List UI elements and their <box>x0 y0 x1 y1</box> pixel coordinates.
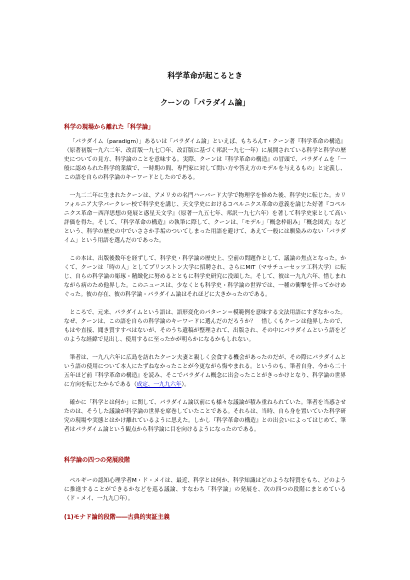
body-paragraph: この本は、出版後数年を経ずして、科学史・科学論の歴史上、空前の問題作として、議論の焦点となった。かくて、クーンは「時の人」としてプリンストン大学に招聘され、さらにMIT（マサチューセッツ工科大学）に転じ、自らの科学論の彫琢・精緻化に努めるとともに科学史研究に没頭した。そして、彼は一九九六年、惜しまれながら病のため他界した。このニュースは、少なくとも科学史・科学論の世界では、一種の衝撃を伴ってかけめぐった。彼の存在、彼の科学論・パラダイム論はそれほどに大きかったのである。 <box>64 256 346 298</box>
paragraph-text: 筆者は、一九八六年に広島を訪れたクーン夫妻と親しく会食する機会があったのだが、その際にパラダイムという語の使用について本人にたずねなかったことが今更ながら悔やまれる。というのも、筆者自身、今から二十五年ほど前『科学革命の構造』を読み、そこでパラダイム概念に出会ったことがきっかけとなり、科学論の世界に方向を転じたからである（ <box>64 355 346 388</box>
section-heading: 科学の現場から離れた「科学論」 <box>64 124 155 131</box>
body-paragraph: 確かに「科学とは何か」に関して、パラダイム論以前にも様々な議論が積み重ねられていた。筆者を当惑させたのは、そうした議論が科学論の世界を席巻していたことである。それらは、当時、自ら身を置いていた科学研究の現場や実態とはかけ離れているように思えた。しかし『科学革命の構造』との出会いによってはじめて、筆者はパラダイム論という観点から科学論に目を向けるようになったのである。 <box>64 400 346 433</box>
body-paragraph: ところで、元来、パラダイムという語は、語形変化のパターン＝模範例を意味する文法用語にすぎなかった。なぜ、クーンは、この語を自らの科学論のキーワードに選んだのだろうか？ 惜しくもクーンは他界したので、もはや直接、聞き質すすべはないが、そのうち遺稿が整理されて、出版され、その中にパラダイムという語をどのような経緯で見出し、使用するに至ったかが明らかになるかもしれない。 <box>64 310 346 343</box>
page-subtitle: クーンの「パラダイム論」 <box>160 98 250 107</box>
page-title: 科学革命が起こるとき <box>167 71 243 80</box>
section-heading: 科学論の四つの発展段階 <box>64 457 131 464</box>
body-paragraph <box>64 354 346 390</box>
body-paragraph: ベルギーの認知心理学者M・ド・メイは、最近、科学とは何か、科学知識はどのような特質をもち、どのように推進することができるかなどを巡る議論、すなわち「科学論」の発展を、次の四つの段階にまとめている（ド・メイ、一九九〇年）。 <box>64 478 346 502</box>
body-paragraph: 「パラダイム（paradigm）」あるいは「パラダイム論」といえば、もちろんT・クーン著『科学革命の構造』（原著初版一九六二年、改訂版一九七〇年、改訂版に基づく邦訳一九七一年）に展開されている科学と科学の歴史についての見方、科学論のことを意味する。実際、クーンは『科学革命の構造』の冒頭で、パラダイムを「一般に認められた科学的業績で、一時期の間、専門家に対して問い方や答え方のモデルを与えるもの」と定義し、この語を自らの科学論のキーワードとしたのである。 <box>64 139 346 181</box>
paragraph-text: ）。 <box>181 382 190 388</box>
body-paragraph: 一九二二年に生まれたクーンは、アメリカの名門ハーバード大学で物理学を修めた後、科学史に転じた。カリフォルニア大学バークレー校で科学史を講じ、天文学史におけるコペルニクス革命の意義を論じた好著『コペルニクス革命－西洋思想の発展と惑星天文学』（原著一九五七年、邦訳一九七六年）を著して科学史家として高い評価を得た。そして、『科学革命の構造』の執筆に際して、クーンは、「モデル」「概念枠組み」「概念図式」などという、科学の歴史の中でいささか手垢のついてしまった用語を避けて、あえて一般には馴染みのない「パラダイム」という用語を選んだのであった。 <box>64 193 346 244</box>
article-body <box>64 70 346 522</box>
citation-link[interactable]: 成定、一九九六年 <box>136 382 182 388</box>
subsection-heading: (1)モナド論的段階――古典的実証主義 <box>64 514 170 521</box>
